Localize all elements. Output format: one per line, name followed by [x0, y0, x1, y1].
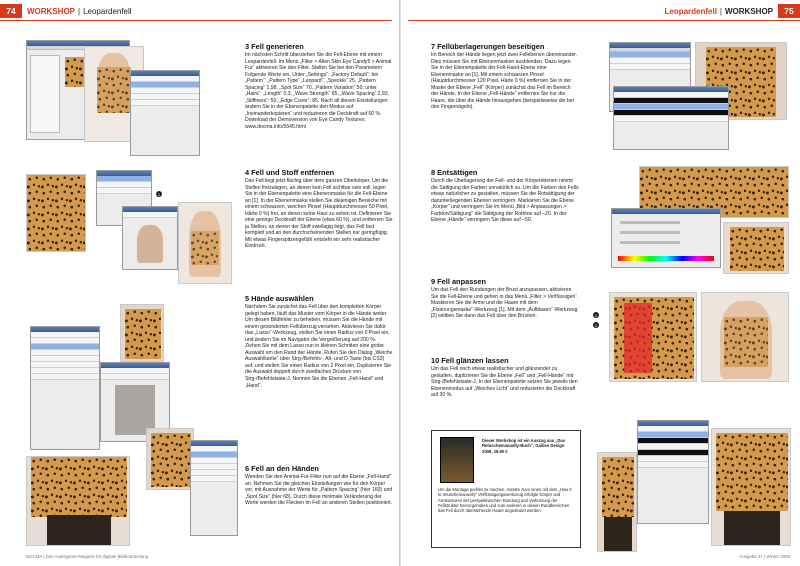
step-10-text: Um das Fell noch etwas realistischer und glänzender zu gestalten, duplizieren Sie die Ebene „Fell“ und „Fell-Hände“ mit Strg-/Befehlstaste-J. In der Ebenenpalette setzen Sie jeweils den Ebenenmodus auf „Weiches Licht“ und reduzieren die Deckkraft auf 30 %.: [431, 366, 578, 399]
marker-1-icon: 1: [157, 191, 161, 197]
left-page: [0, 0, 399, 566]
step-4-title: 4 Fell und Stoff entfernen: [245, 168, 335, 177]
book-cover-image: [440, 437, 474, 483]
right-header-rule: [408, 20, 800, 21]
step-8-block: [431, 168, 579, 224]
right-topic-label: Leopardenfell: [664, 6, 717, 16]
left-footer: DOCMA | Das Avantgarde-Magazin für digitale Bildbearbeitung: [26, 554, 149, 559]
final-result-photo: [711, 428, 791, 546]
step-3-block: [245, 42, 393, 131]
marker-2-icon: 2: [594, 322, 598, 328]
right-header: [664, 4, 800, 18]
step-8-title: 8 Entsättigen: [431, 168, 478, 177]
left-page-number: 74: [0, 4, 22, 18]
step4-fur-photo: [26, 174, 86, 252]
left-header: [0, 4, 132, 18]
step4-result-photo: [178, 202, 232, 284]
step-10-block: [431, 356, 579, 399]
promo-headline: Dieser Workshop ist ein Auszug aus „Das Retuschemanuelly-Buch“, Galileo Design 2008, 29,90 €: [482, 438, 566, 454]
right-footer: Ausgabe 27 | Winter 2009: [739, 554, 790, 559]
hue-saturation-dialog-screenshot: [611, 208, 721, 268]
step10-side-photo: [597, 452, 637, 552]
step-4-text: Das Fell liegt jetzt flächig über dem ganzen Oberkörper. Um die Stellen freizulegen, an denen kein Fell sichtbar sein soll, legen Sie in der Ebenenpalette eine Ebenenmaske für die Fell-Ebene an [1]. In der Ebenenmaske stellen Sie diejenigen Bereiche mit einem schwarzen, weichen Pinsel (Hauptdurchmesser 50 Pixel, Härte 0 %) frei, an denen keine Haut zu sehen ist. Definieren Sie eine geringe Deckkraft der Ebene (etwa 60 %), und entfernen Sie ja Stellen, an denen der Stoff zweilagig liegt, das Fell fast komplett und an den durchscheinenden Stellen nur geringfügig. Mit etwas Fingerspitzengefühl entsteht ein sehr realistischer Eindruck.: [245, 178, 393, 250]
step-6-block: [245, 464, 393, 507]
step-6-title: 6 Fell an den Händen: [245, 464, 319, 473]
step-5-title: 5 Hände auswählen: [245, 294, 314, 303]
header-divider: |: [719, 6, 722, 16]
step6-body-photo: [26, 456, 130, 546]
step-3-title: 3 Fell generieren: [245, 42, 304, 51]
mask-preview-screenshot: [122, 206, 178, 270]
soft-light-layers-screenshot: [637, 420, 709, 524]
hand-layers-screenshot: [30, 326, 100, 450]
step-7-block: [431, 42, 579, 111]
step-9-title: 9 Fell anpassen: [431, 277, 487, 286]
left-topic-label: Leopardenfell: [83, 6, 132, 16]
step-5-block: [245, 294, 393, 389]
step-7-title: 7 Fellüberlagerungen beseitigen: [431, 42, 545, 51]
right-page-number: 75: [778, 4, 800, 18]
step6-hand-photo: [146, 428, 194, 490]
step-3-text: Im nächsten Schritt überziehen Sie die Fell-Ebene mit einem Leopardenfell. Im Menü „Filter > Alien Skin Eye Candy5 > Animal Fur“ aktivieren Sie den Filter. Stellen Sie bei den Parametern Folgende Werte ein. Unter „Settings“: „Factory Default“; bei „Pattern“: „Pattern Type“ „Leopard“, „Speckle“ 25, „Pattern Spacing“ 1,98, „Spot Size“ 70, „Pattern Variation“ 50; unter „Hairs“: „Length“ 0,3, „Wave Strength“ 65, „Wave Spacing“ 2,93, „Stiffness“: 50, „Edge Cover“: 85. Nach all diesen Einstellungen ändern Sie in der Ebenenpalette den Modus auf „Ineinanderkopieren“ und reduzieren die Deckkraft auf 60 %. Download der Demoversion von Eye Candy Textures: www.docma.info/5545.html: [245, 52, 392, 131]
right-page: [401, 0, 800, 566]
left-header-rule: [0, 20, 392, 21]
step-10-title: 10 Fell glänzen lassen: [431, 356, 509, 365]
step9-result-photo: [701, 292, 789, 382]
step-4-block: [245, 168, 393, 250]
right-section-label: WORKSHOP: [725, 6, 773, 16]
step6-layers-screenshot: [190, 440, 238, 536]
marker-1-icon: 1: [594, 312, 598, 318]
promo-text: Um die Montage perfekt zu machen, mssste zuvo einen mit dem „How it to retuschemanuelly“ Verflüssigungswerkzeug erfolgte Körper und Armkonturen der perspektivischen Rundung und Verkürzung der Fellstruktur hervorgehoben und zum anderen in diesen Randbereichen das Fell durch überstehende Haare angedeutet werden.: [438, 487, 572, 514]
step-7-text: Im Bereich der Hände liegen jetzt zwei Fellebenen übereinander. Dies müssen Sie mit Ebenenmasken ausblenden. Dazu legen Sie in der Ebenenpalette der Fell-Hand-Ebene eine Ebenenmaske an [1]. Mit einem schwarzen Pinsel (Hauptdurchmesser 120 Pixel, Härte 0 %) entfernen Sie in der Maske der Ebene „Fell“ (Körper) zunächst das Fell im Bereich der Hände. In der Ebene „Fell-Hände“ entfernen Sie nur die Haare, die über die Hände hinausgehen (beispielsweise die bei den Fingernägeln).: [431, 52, 578, 111]
step-9-text: Um das Fell den Rundungen der Brust anzupassen, aktivieren Sie die Fell-Ebene und gehen in das Menü „Filter > Verflüssigen“. Maskieren Sie die Arme und die Haare mit dem „Fixierungsmaske“-Werkzeug [1]. Mit dem „Aufblasen“-Werkzeug [2] wölben Sie dann das Fell über den Brüsten.: [431, 287, 579, 320]
step-9-block: [431, 277, 579, 320]
step5-hand-photo: [120, 304, 164, 362]
step8-result-photo: [723, 222, 789, 274]
step-6-text: Wenden Sie den Animal-Fur-Filter nun auf die Ebene „Fell-Hand“ an. Nehmen Sie die gleichen Einstellungen wie für den Körper vor, mit Ausnahme der Werte für „Pattern Spacing“ (hier 160) und „Spot Size“ (hier 68). Durch diese minimale Veränderung der Werte werden die Flecken im Fell an anderen Stellen positioniert.: [245, 474, 393, 507]
header-divider: |: [78, 6, 81, 16]
left-section-label: WORKSHOP: [27, 6, 75, 16]
liquify-screenshot: [609, 292, 697, 382]
step-8-text: Durch die Überlagerung der Fell- und der Körperebenen nimmt die Sättigung der Farben unnatürlich zu. Um die Farben des Fells etwas natürlicher zu gestalten, müssen Sie die Rotsättigung der darunterliegenden Ebenen verringern. Markieren Sie die Ebene „Körper“ und verringern Sie im Menü „Bild > Anpassungen > Farbton/Sättigung“ die Sättigung der Rottöne auf –20. In der Ebene „Hände“ verringern Sie diese auf –50.: [431, 178, 579, 224]
hand-mask-layers-screenshot: [613, 86, 729, 150]
book-promo-box: [431, 430, 581, 548]
step-5-text: Nachdem Sie zunächst das Fell über den kompletten Körper gelegt haben, läuft das Muster vom Körper in die Hände weiter. Um diesen Bildfehler zu beheben, müssen Sie die Hände mit einem gesonderten Fellüberzug versehen. Aktivieren Sie dafür das „Lasso“-Werkzeug, stellen Sie einen Radius von 0 Pixel ein, und ändern Sie im Navigator die Vergrößerung auf 200 %. Ziehen Sie mit dem Lasso nun in kleinen Schritten eine grobe Auswahl um den Rand der Hände. Rufen Sie den Dialog „Weiche Auswahlkante“ über Strg-/Befehls-, Alt- und D-Taste (bis CS3) auf, und stellen Sie einen Radius von 2 Pixel ein. Duplizieren Sie die Auswahl doppelt durch zweifaches Drücken von Strg-/Befehlstaste-J. Nennen Sie die Ebenen „Fell-Hand“ und „Hand“.: [245, 304, 393, 389]
layers-panel-screenshot: [130, 70, 200, 156]
